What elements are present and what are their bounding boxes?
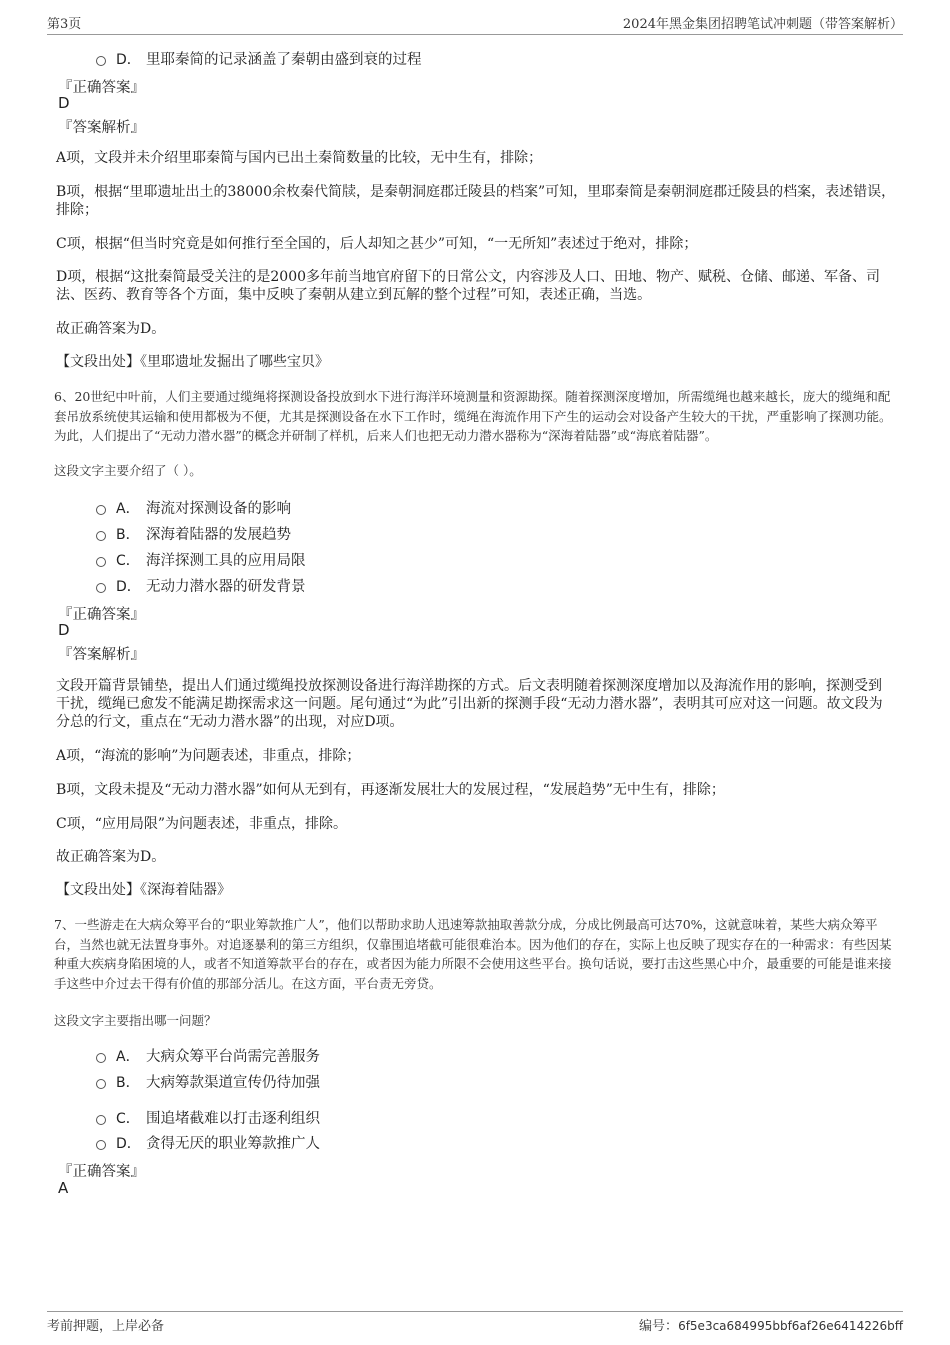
q5-analysis-b: B项，根据“里耶遗址出土的38000余枚秦代简牍，是秦朝洞庭郡迁陵县的档案”可知，里耶秦简是秦朝洞庭郡迁陵县的档案，表述错误，排除； xyxy=(56,184,896,218)
q6-analysis-label: 『答案解析』 xyxy=(58,647,145,663)
q5-answer-label: 『正确答案』 xyxy=(58,80,145,96)
radio-icon[interactable] xyxy=(96,531,106,541)
q5-answer: D xyxy=(58,94,70,112)
document-id: 编号：6f5e3ca684995bbf6af26e6414226bff xyxy=(639,1319,903,1334)
q7-option-a[interactable]: A． 大病众筹平台尚需完善服务 xyxy=(96,1045,320,1066)
q5-analysis-label: 『答案解析』 xyxy=(58,120,145,136)
q6-answer-label: 『正确答案』 xyxy=(58,607,145,623)
q7-option-c[interactable]: C． 围追堵截难以打击逐利组织 xyxy=(96,1107,320,1128)
page-footer xyxy=(47,1311,903,1334)
q6-option-a[interactable]: A． 海流对探测设备的影响 xyxy=(96,497,291,518)
q6-question: 这段文字主要介绍了（ ）。 xyxy=(54,463,202,478)
q6-analysis-main: 文段开篇背景铺垫，提出人们通过缆绳投放探测设备进行海洋勘探的方式。后文表明随着探测深度增加以及海流作用的影响，探测受到干扰，缆绳已愈发不能满足勘探需求这一问题。尾句通过“为此”引出新的探测手段“无动力潜水器”，表明其可应对这一问题。故文段为分总的行文，重点在“无动力潜水器”的出现，对应D项。 xyxy=(56,678,883,730)
q6-answer: D xyxy=(58,621,70,639)
q7-question: 这段文字主要指出哪一问题？ xyxy=(54,1013,217,1028)
q5-analysis-a: A项，文段并未介绍里耶秦简与国内已出土秦简数量的比较，无中生有，排除； xyxy=(56,150,543,166)
radio-icon[interactable] xyxy=(96,1140,106,1150)
radio-icon[interactable] xyxy=(96,56,106,66)
q6-option-c[interactable]: C． 海洋探测工具的应用局限 xyxy=(96,549,306,570)
q7-passage: 7、一些游走在大病众筹平台的“职业筹款推广人”，他们以帮助求助人迅速筹款抽取善款分成，分成比例最高可达70%，这就意味着，某些大病众筹平台，当然也就无法置身事外。对追逐暴利的第三方组织，仅靠围追堵截可能很难治本。因为他们的存在，实际上也反映了现实存在的一种需求：有些因某种重大疾病身陷困境的人，或者不知道筹款平台的存在，或者因为能力所限不会使用这些平台。换句话说，要打击这些黑心中介，最重要的可能是谁来接手这些中介过去干得有价值的那部分活儿。在这方面，平台责无旁贷。 xyxy=(54,917,892,991)
document-title: 2024年黑金集团招聘笔试冲刺题（带答案解析） xyxy=(622,17,903,32)
radio-icon[interactable] xyxy=(96,1079,106,1089)
q6-analysis-b: B项，文段未提及“无动力潜水器”如何从无到有，再逐渐发展壮大的发展过程，“发展趋势”无中生有，排除； xyxy=(56,782,725,798)
q6-conclusion: 故正确答案为D。 xyxy=(56,849,166,865)
q7-answer: A xyxy=(58,1179,69,1197)
page-number: 第3页 xyxy=(47,17,82,32)
q6-option-d[interactable]: D． 无动力潜水器的研发背景 xyxy=(96,575,306,596)
q7-option-d[interactable]: D． 贪得无厌的职业筹款推广人 xyxy=(96,1132,320,1153)
radio-icon[interactable] xyxy=(96,557,106,567)
q6-source: 【文段出处】《深海着陆器》 xyxy=(56,882,231,898)
q5-source: 【文段出处】《里耶遗址发掘出了哪些宝贝》 xyxy=(56,354,329,370)
page-header xyxy=(47,12,903,35)
q5-option-d[interactable]: D． 里耶秦简的记录涵盖了秦朝由盛到衰的过程 xyxy=(96,48,422,69)
radio-icon[interactable] xyxy=(96,505,106,515)
q5-analysis-c: C项，根据“但当时究竟是如何推行至全国的，后人却知之甚少”可知，“一无所知”表述过于绝对，排除； xyxy=(56,236,698,252)
q6-passage: 6、20世纪中叶前，人们主要通过缆绳将探测设备投放到水下进行海洋环境测量和资源勘探。随着探测深度增加，所需缆绳也越来越长，庞大的缆绳和配套吊放系统使其运输和使用都极为不便，尤其是探测设备在水下工作时，缆绳在海流作用下产生的运动会对设备产生较大的干扰，严重影响了探测功能。为此，人们提出了“无动力潜水器”的概念并研制了样机，后来人们也把无动力潜水器称为“深海着陆器”或“海底着陆器”。 xyxy=(54,389,892,443)
q6-option-b[interactable]: B． 深海着陆器的发展趋势 xyxy=(96,523,291,544)
footer-slogan: 考前押题，上岸必备 xyxy=(47,1319,165,1334)
q7-option-b[interactable]: B． 大病筹款渠道宣传仍待加强 xyxy=(96,1071,320,1092)
q6-analysis-a: A项，“海流的影响”为问题表述，非重点，排除； xyxy=(56,748,361,764)
q5-conclusion: 故正确答案为D。 xyxy=(56,321,166,337)
radio-icon[interactable] xyxy=(96,1115,106,1125)
radio-icon[interactable] xyxy=(96,583,106,593)
q7-answer-label: 『正确答案』 xyxy=(58,1164,145,1180)
radio-icon[interactable] xyxy=(96,1053,106,1063)
q5-analysis-d: D项，根据“这批秦简最受关注的是2000多年前当地官府留下的日常公文，内容涉及人口、田地、物产、赋税、仓储、邮递、军备、司法、医药、教育等各个方面，集中反映了秦朝从建立到瓦解的整个过程”可知，表述正确，当选。 xyxy=(56,269,881,303)
q6-analysis-c: C项，“应用局限”为问题表述，非重点，排除。 xyxy=(56,816,348,832)
